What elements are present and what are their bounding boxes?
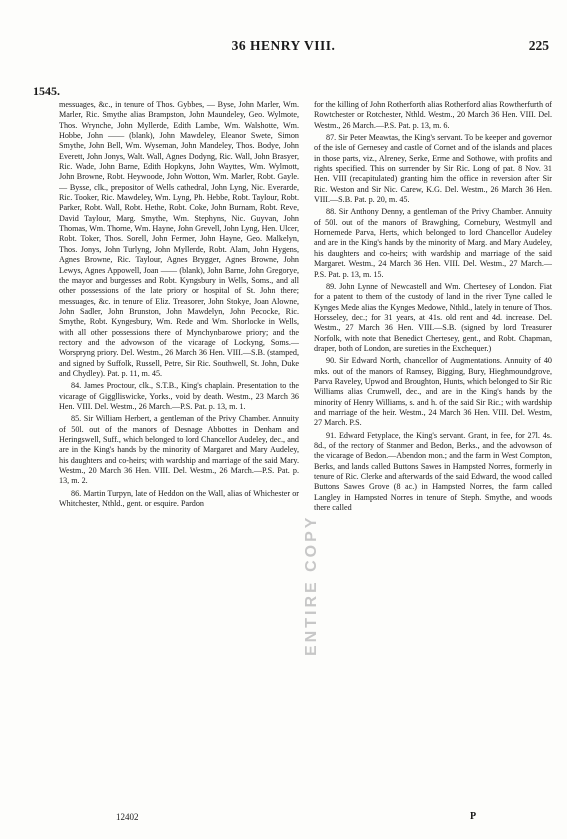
entry-83-continuation: messuages, &c., in tenure of Thos. Gybbes, — Byse, John Marler, Wm. Marler, Ric. Smythe alias Brampston, John Maundeley, Geo. Wylmote, Thos. Wrynche, John Myllerde, Edith Lambe, Wm. Walshotte, Wm. Hobbe, John —— (blank), John Mawdeley, Eleanor Swete, Simon Smythe, John Bell, Wm. Wyseman, John Mandeley, Thos. Bodye, John Everett, John Jonys, Walt. Wall, Agnes Dodyng, Ric. Wall, John Brasyer, Ric. Wade, John Barne, Edith Hopkyns, John Wayttes, Wm. Wylmott, John Browne, Robt. Heywoode, John Wotton, Wm. Marler, Robt. Gayle. — Bysse, clk., prepositor of Wells cathedral, John Lyng, Nic. Everarde, Ric. Tooker, Ric. Mawdeley, Wm. Lyng, Ph. Hebbe, Robt. Taylour, Robt. Parker, Robt. Wall, Robt. Hethe, Robt. Coke, John Burnam, Robt. Reve, David Taylour, Marg. Smythe, Wm. Stephyns, Nic. Guyvan, John Thomas, Wm. Thorne, Wm. Hayne, John Grevell, John Lyng, Hen. Ulcer, Robt. Toker, Thos. Sorell, John Fermer, John Hayne, Geo. Malkelyn, Thos. Jonys, John Turlyng, John Myllerde, Robt. Alam, John Hygens, Agnes Browne, Ric. Taylour, Agnes Brygger, Agnes Browne, John Lewys, Agnes Appowell, Joan —— (blank), John Barne, John Gregorye, the mayor and burgesses and Robt. Kyngsbury in Wells, Soms., and all other possessions of the late priory or hospital of St. John there; messuages, &c. in tenure of Eliz. Treasorer, John Stokye, Joan Alowne, John Sadler, John Brunston, John Mawdelyn, John Pecocke, Ric. Smythe, Robt. Kyngesbury, Wm. Rede and Wm. Shorlocke in Wells, with all other possessions there of Mynchynbarowe priory; and the rectory and the advowson of the vicarage of Lockyng, Soms.—Worspryng priory. Del. Westm., 26 March 36 Hen. VIII.—S.B. (stamped, and signed by Suffolk, Russell, Petre, Sir Ric. Southwell, St. John, Duke and Chydley). Pat. p. 11, m. 45. — [59, 100, 299, 378]
page-header — [0, 38, 567, 58]
entry-91: 91. Edward Fetyplace, the King's servant. Grant, in fee, for 27l. 4s. 8d., of the rectory of Stanmer and Bedon, Berks., and the advowson of the vicarage of Bedon.—Abendon mon.; and the farm in West Compton, Berks, and lands called Buttons Sawes in Hampsted Norres, formerly in tenure of Ric. Clerke and afterwards of the said Edward, the wood called Buttons Sawes Grove (8 ac.) in Hampsted Norres, the farm called Langley in Hampsted Norres in tenure of Steph. Smythe, and woods there called — [314, 430, 552, 513]
entry-90: 90. Sir Edward North, chancellor of Augmentations. Annuity of 40 mks. out of the manors of Ramsey, Bigging, Bury, Hieghmoundgrove, Parva Raveley, Upwod and Broughton, Hunts, which belonged to Sir Ric Williams alias Crumwell, dec., and are in the King's hands by the minority of Henry Williams, s. and h. of the said Sir Ric.; with wardship and marriage of the heir. Westm., 24 March 36 Hen. VIII. Del. Westm, 27 March. P.S. — [314, 356, 552, 428]
entry-85: 85. Sir William Herbert, a gentleman of the Privy Chamber. Annuity of 50l. out of the manors of Desnage Abbottes in Denham and Heringswell, Suff., which belonged to lord Chancellor Audeley, dec., and are in the King's hands by the minority of Margaret and Mary Audeley, his daughters and co-heirs; with wardship and marriage of the said Mary. Westm., 20 March 36 Hen. VIII. Del. Westm., 26 March.—P.S. Pat. p. 13, m. 2. — [59, 414, 299, 486]
entry-86-continuation: for the killing of John Rotherforth alias Rotherford alias Rowtherfurth of Rowtchester or Rotchester, Nthld. Westm., 20 March 36 Hen. VIII. Del. Westm., 26 March.—P.S. Pat. p. 13, m. 6. — [314, 100, 552, 130]
stamp-watermark: ENTIRE COPY — [303, 514, 320, 656]
entry-87: 87. Sir Peter Meawtas, the King's servant. To be keeper and governor of the isle of Gernesey and castle of Cornet and of the islands and places in those parts, viz., Alreney, Serke, Erme and Sothowe, with profits and rights specified. This on surrender by Sir Ric. Long of pat. 8 Nov. 31 Hen. VIII (recapitulated) granting him the office in reversion after Sir Ric. Weston and Sir Nic. Carew, K.G. Del. Westm., 26 March 36 Hen. VIII.—S.B. Pat. p. 20, m. 45. — [314, 133, 552, 205]
entry-86: 86. Martin Turpyn, late of Heddon on the Wall, alias of Whichester or Whitchester, Nthld., gent. or esquire. Pardon — [59, 488, 299, 509]
entry-84: 84. James Proctour, clk., S.T.B., King's chaplain. Presentation to the vicarage of Gigglliswicke, Yorks., void by death. Westm., 23 March 36 Hen. VIII. Del. Westm., 26 March.—P.S. Pat. p. 13, m. 1. — [59, 381, 299, 411]
year-marker: 1545. — [33, 84, 60, 98]
left-column — [59, 100, 299, 796]
signature-mark: 12402 — [116, 812, 139, 822]
page-number: 225 — [528, 38, 549, 53]
gathering-mark: P — [470, 811, 477, 822]
running-title: 36 HENRY VIII. — [231, 38, 336, 53]
entry-88: 88. Sir Anthony Denny, a gentleman of the Privy Chamber. Annuity of 50l. out of the manors of Brawghing, Cornebury, Westmyll and Hornemede Parva, Herts, which belonged to lord Chancellor Audeley and are in the King's hands by the minority of Marg. and Mary Audeley, his daughters and co-heirs; with wardship and marriage of the said Margaret. Westm., 24 March 36 Hen. VIII. Del. Westm., 27 March.—P.S. Pat. p. 13, m. 15. — [314, 207, 552, 279]
right-column — [314, 100, 552, 796]
entry-89: 89. John Lynne of Newcastell and Wm. Chertesey of London. Fiat for a patent to them of the custody of land in the river Tyne called le Kynges Mede alias the Kynges Medowe, Nthld., lately in tenure of Thos. Horsseley, dec.; for 31 years, at 41s. old rent and 4d. increase. Del. Westm., 27 March 36 Hen. VIII.—S.B. (signed by lord Treasurer Norfolk, with note that Benedict Chertesey, gent., and Robt. Chapman, draper, both of London, are sureties in the Exchequer.) — [314, 281, 552, 353]
